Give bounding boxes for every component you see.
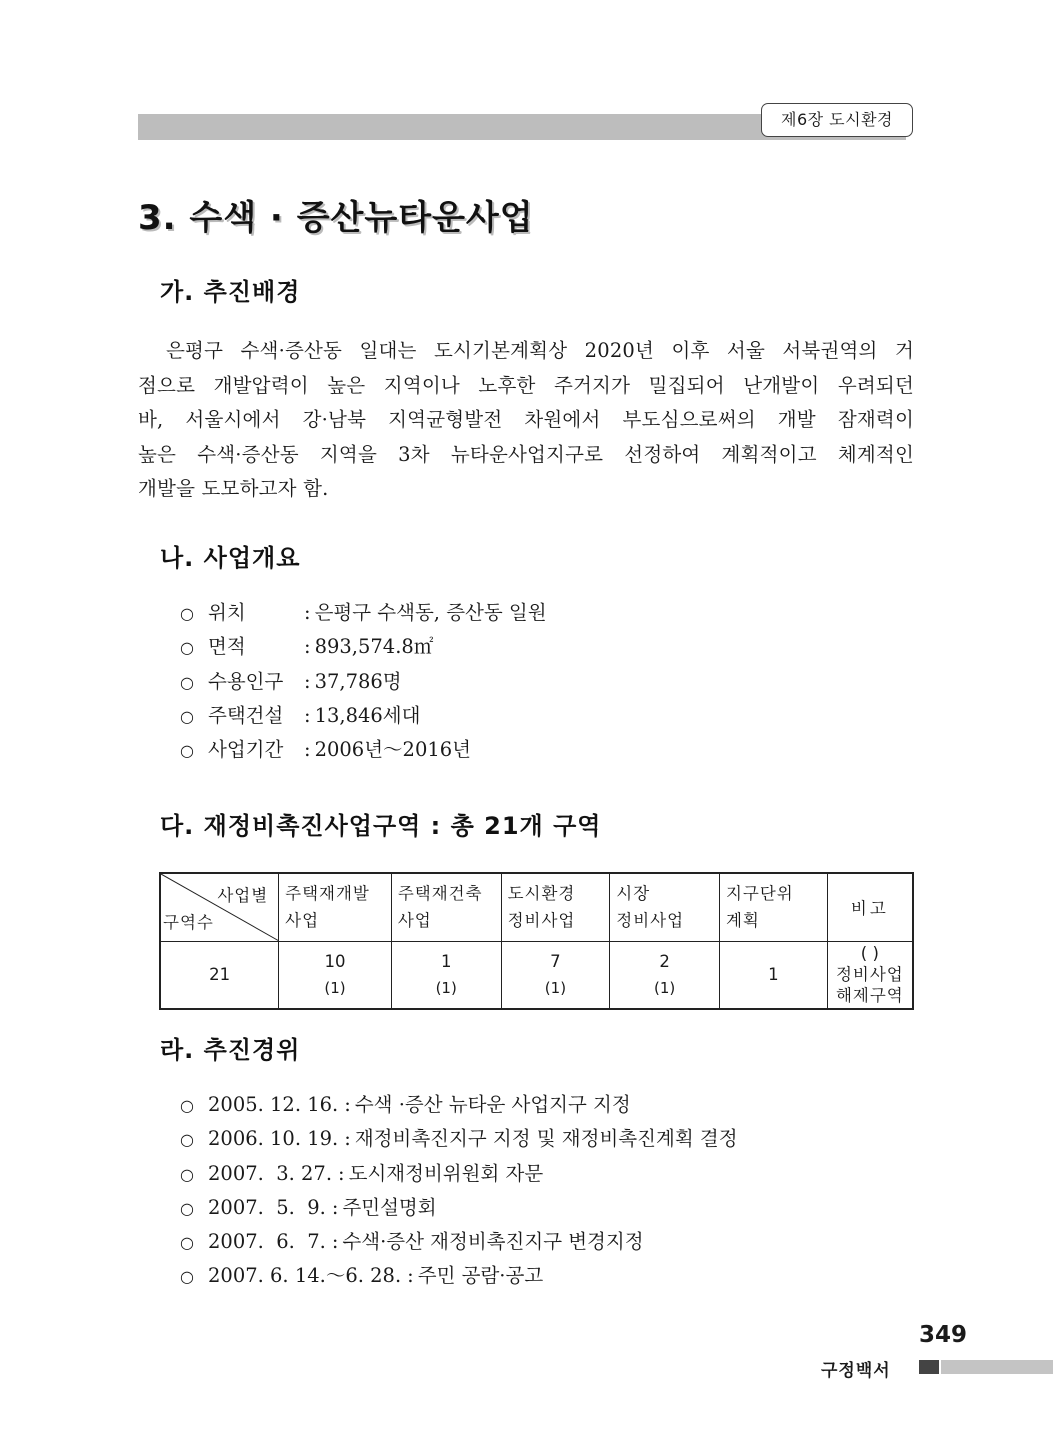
- item-value: 2006년～2016년: [314, 738, 472, 762]
- circle-bullet-icon: ○: [180, 1198, 194, 1218]
- footer-mark: [919, 1360, 939, 1374]
- history-date: 2005. 12. 16.: [208, 1093, 339, 1116]
- corner-bottom-label: 구역수: [163, 912, 214, 932]
- item-value: 37,786명: [314, 669, 402, 693]
- chapter-tag: 제6장 도시환경: [761, 103, 913, 137]
- item-label: 면적: [208, 635, 246, 659]
- background-paragraph: [138, 334, 914, 507]
- history-text: 수색·증산 재정비촉진지구 변경지정: [342, 1230, 644, 1254]
- circle-bullet-icon: ○: [180, 706, 194, 726]
- paragraph-line: 바, 서울시에서 강·남북 지역균형발전 차원에서 부도심으로써의 개발 잠재력이: [138, 408, 914, 431]
- column-header: 비고: [827, 873, 913, 941]
- circle-bullet-icon: ○: [180, 1130, 194, 1150]
- item-value: 893,574.8㎡: [314, 635, 434, 659]
- history-list: [180, 1088, 738, 1294]
- circle-bullet-icon: ○: [180, 604, 194, 623]
- list-item: ○ 위치 : 은평구 수색동, 증산동 일원: [180, 596, 547, 630]
- column-header: 시장 정비사업: [610, 873, 720, 941]
- list-item: ○ 사업기간 : 2006년～2016년: [180, 733, 547, 767]
- subsection-title-overview: 나. 사업개요: [160, 544, 301, 572]
- overview-list: [180, 596, 547, 767]
- history-text: 주민 공람·공고: [417, 1264, 544, 1288]
- corner-header-cell: [160, 873, 279, 941]
- paragraph-line: 높은 수색·증산동 지역을 3차 뉴타운사업지구로 선정하여 계획적이고 체계적인: [138, 442, 914, 466]
- zones-table: [159, 872, 914, 1010]
- table-cell: 7 (1): [501, 941, 610, 1009]
- table-cell: 10 (1): [279, 941, 392, 1009]
- list-item: ○ 2007. 3. 27. : 도시재정비위원회 자문: [180, 1157, 738, 1191]
- item-label: 주택건설: [208, 703, 284, 727]
- list-item: ○ 2007. 5. 9. : 주민설명회: [180, 1191, 738, 1225]
- item-label: 수용인구: [208, 669, 284, 693]
- subsection-title-background: 가. 추진배경: [160, 278, 301, 306]
- circle-bullet-icon: ○: [180, 741, 194, 761]
- column-header: 주택재건축 사업: [391, 873, 501, 941]
- corner-top-label: 사업별: [217, 886, 269, 905]
- item-value: 13,846세대: [314, 703, 421, 727]
- history-text: 주민설명회: [342, 1195, 437, 1219]
- paragraph-line: 개발을 도모하고자 함.: [138, 477, 329, 500]
- list-item: ○ 2005. 12. 16. : 수색 ·증산 뉴타운 사업지구 지정: [180, 1088, 738, 1122]
- subsection-title-zones: 다. 재정비촉진사업구역 : 총 21개 구역: [160, 812, 602, 840]
- circle-bullet-icon: ○: [180, 672, 194, 692]
- history-date: 2007. 6. 14.～6. 28.: [208, 1264, 402, 1288]
- table-cell-note: ( ) 정비사업 해제구역: [827, 941, 913, 1009]
- table-cell: 1 (1): [391, 941, 501, 1009]
- history-date: 2007. 6. 7.: [208, 1230, 326, 1254]
- list-item: ○ 수용인구 : 37,786명: [180, 665, 547, 699]
- list-item: ○ 2007. 6. 14.～6. 28. : 주민 공람·공고: [180, 1259, 738, 1293]
- page-number: 349: [919, 1322, 968, 1348]
- circle-bullet-icon: ○: [180, 1233, 194, 1253]
- list-item: ○ 면적 : 893,574.8㎡: [180, 630, 547, 664]
- subsection-title-history: 라. 추진경위: [160, 1036, 301, 1064]
- section-title: 3. 수색 · 증산뉴타운사업: [138, 198, 534, 238]
- history-text: 재정비촉진지구 지정 및 재정비촉진계획 결정: [354, 1127, 738, 1151]
- table-cell: 1: [719, 941, 827, 1009]
- circle-bullet-icon: ○: [180, 638, 194, 658]
- item-label: 위치: [208, 601, 246, 624]
- item-value: 은평구 수색동, 증산동 일원: [314, 601, 547, 624]
- paragraph-line: 은평구 수색·증산동 일대는 도시기본계획상 2020년 이후 서울 서북권역의 거: [166, 339, 914, 362]
- history-date: 2007. 5. 9.: [208, 1195, 326, 1219]
- book-name: 구정백서: [821, 1361, 891, 1381]
- history-date: 2007. 3. 27.: [208, 1161, 333, 1185]
- column-header: 지구단위 계획: [719, 873, 827, 941]
- footer-bar: [941, 1360, 1053, 1374]
- history-text: 도시재정비위원회 자문: [348, 1161, 544, 1185]
- circle-bullet-icon: ○: [180, 1267, 194, 1287]
- history-date: 2006. 10. 19.: [208, 1127, 339, 1151]
- circle-bullet-icon: ○: [180, 1096, 194, 1115]
- list-item: ○ 주택건설 : 13,846세대: [180, 699, 547, 733]
- table-cell: 2 (1): [610, 941, 720, 1009]
- list-item: ○ 2006. 10. 19. : 재정비촉진지구 지정 및 재정비촉진계획 결정: [180, 1122, 738, 1156]
- circle-bullet-icon: ○: [180, 1164, 194, 1184]
- table-row: [160, 941, 913, 1009]
- table-cell: 21: [160, 941, 279, 1009]
- item-label: 사업기간: [208, 738, 284, 762]
- column-header: 주택재개발 사업: [279, 873, 392, 941]
- table-header-row: [160, 873, 913, 941]
- history-text: 수색 ·증산 뉴타운 사업지구 지정: [354, 1093, 631, 1116]
- paragraph-line: 점으로 개발압력이 높은 지역이나 노후한 주거지가 밀집되어 난개발이 우려되던: [138, 373, 914, 397]
- column-header: 도시환경 정비사업: [501, 873, 610, 941]
- list-item: ○ 2007. 6. 7. : 수색·증산 재정비촉진지구 변경지정: [180, 1225, 738, 1259]
